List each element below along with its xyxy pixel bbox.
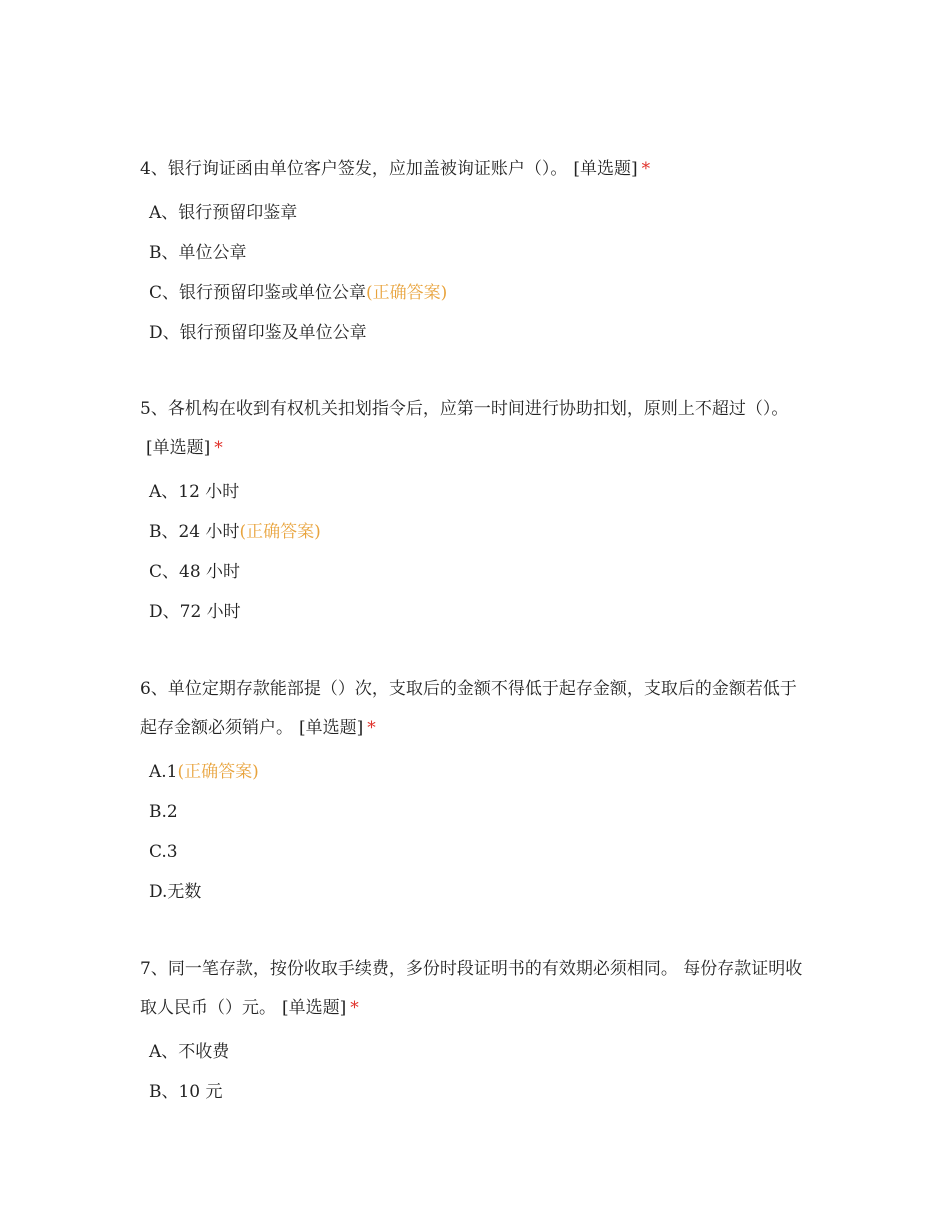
required-mark: * — [641, 159, 651, 179]
question-type-label: [单选题] — [282, 998, 347, 1018]
required-mark: * — [367, 718, 376, 738]
option-a[interactable] — [149, 472, 810, 512]
question-6 — [140, 670, 810, 912]
option-c[interactable] — [149, 273, 810, 313]
question-4 — [140, 150, 810, 353]
option-label: D、银行预留印鉴及单位公章 — [149, 323, 367, 343]
option-label: C、48 小时 — [149, 562, 241, 582]
option-d[interactable] — [149, 592, 810, 632]
correct-answer-tag: (正确答案) — [366, 283, 448, 303]
option-b[interactable] — [149, 1072, 810, 1112]
option-b[interactable] — [149, 512, 810, 552]
option-list — [149, 1032, 810, 1112]
option-list — [149, 472, 810, 632]
option-b[interactable] — [149, 792, 810, 832]
option-list — [149, 193, 810, 353]
option-label: A、银行预留印鉴章 — [149, 203, 298, 223]
question-text: 4、银行询证函由单位客户签发，应加盖被询证账户（）。 — [140, 159, 568, 179]
question-text: 6、单位定期存款能部提（）次，支取后的金额不得低于起存金额，支取后的金额若低于起存金额必须销户。 — [140, 679, 797, 738]
correct-answer-tag: (正确答案) — [177, 762, 259, 782]
option-b[interactable] — [149, 233, 810, 273]
required-mark: * — [350, 998, 359, 1018]
question-7 — [140, 950, 810, 1112]
option-a[interactable] — [149, 193, 810, 233]
question-title — [140, 390, 810, 468]
question-5 — [140, 390, 810, 632]
option-label: D、72 小时 — [149, 602, 241, 622]
option-c[interactable] — [149, 552, 810, 592]
question-title — [140, 150, 810, 189]
option-label: A、12 小时 — [149, 482, 240, 502]
option-label: C.3 — [149, 842, 178, 862]
required-mark: * — [214, 438, 223, 458]
option-a[interactable] — [149, 1032, 810, 1072]
question-type-label: [单选题] — [573, 159, 638, 179]
option-label: B、单位公章 — [149, 243, 247, 263]
option-label: B.2 — [149, 802, 178, 822]
option-label: D.无数 — [149, 882, 202, 902]
option-label: A、不收费 — [149, 1042, 230, 1062]
option-list — [149, 752, 810, 912]
option-d[interactable] — [149, 313, 810, 353]
option-label: A.1 — [149, 762, 178, 782]
question-type-label: [单选题] — [146, 438, 211, 458]
option-a[interactable] — [149, 752, 810, 792]
correct-answer-tag: (正确答案) — [239, 522, 321, 542]
option-d[interactable] — [149, 872, 810, 912]
question-text: 5、各机构在收到有权机关扣划指令后，应第一时间进行协助扣划，原则上不超过（）。 — [140, 399, 789, 419]
option-label: B、24 小时 — [149, 522, 240, 542]
question-type-label: [单选题] — [299, 718, 364, 738]
question-title — [140, 670, 810, 748]
option-c[interactable] — [149, 832, 810, 872]
question-text: 7、同一笔存款，按份收取手续费，多份时段证明书的有效期必须相同。 每份存款证明收取人民币（）元。 — [140, 959, 803, 1018]
option-label: C、银行预留印鉴或单位公章 — [149, 283, 367, 303]
option-label: B、10 元 — [149, 1082, 223, 1102]
question-title — [140, 950, 810, 1028]
